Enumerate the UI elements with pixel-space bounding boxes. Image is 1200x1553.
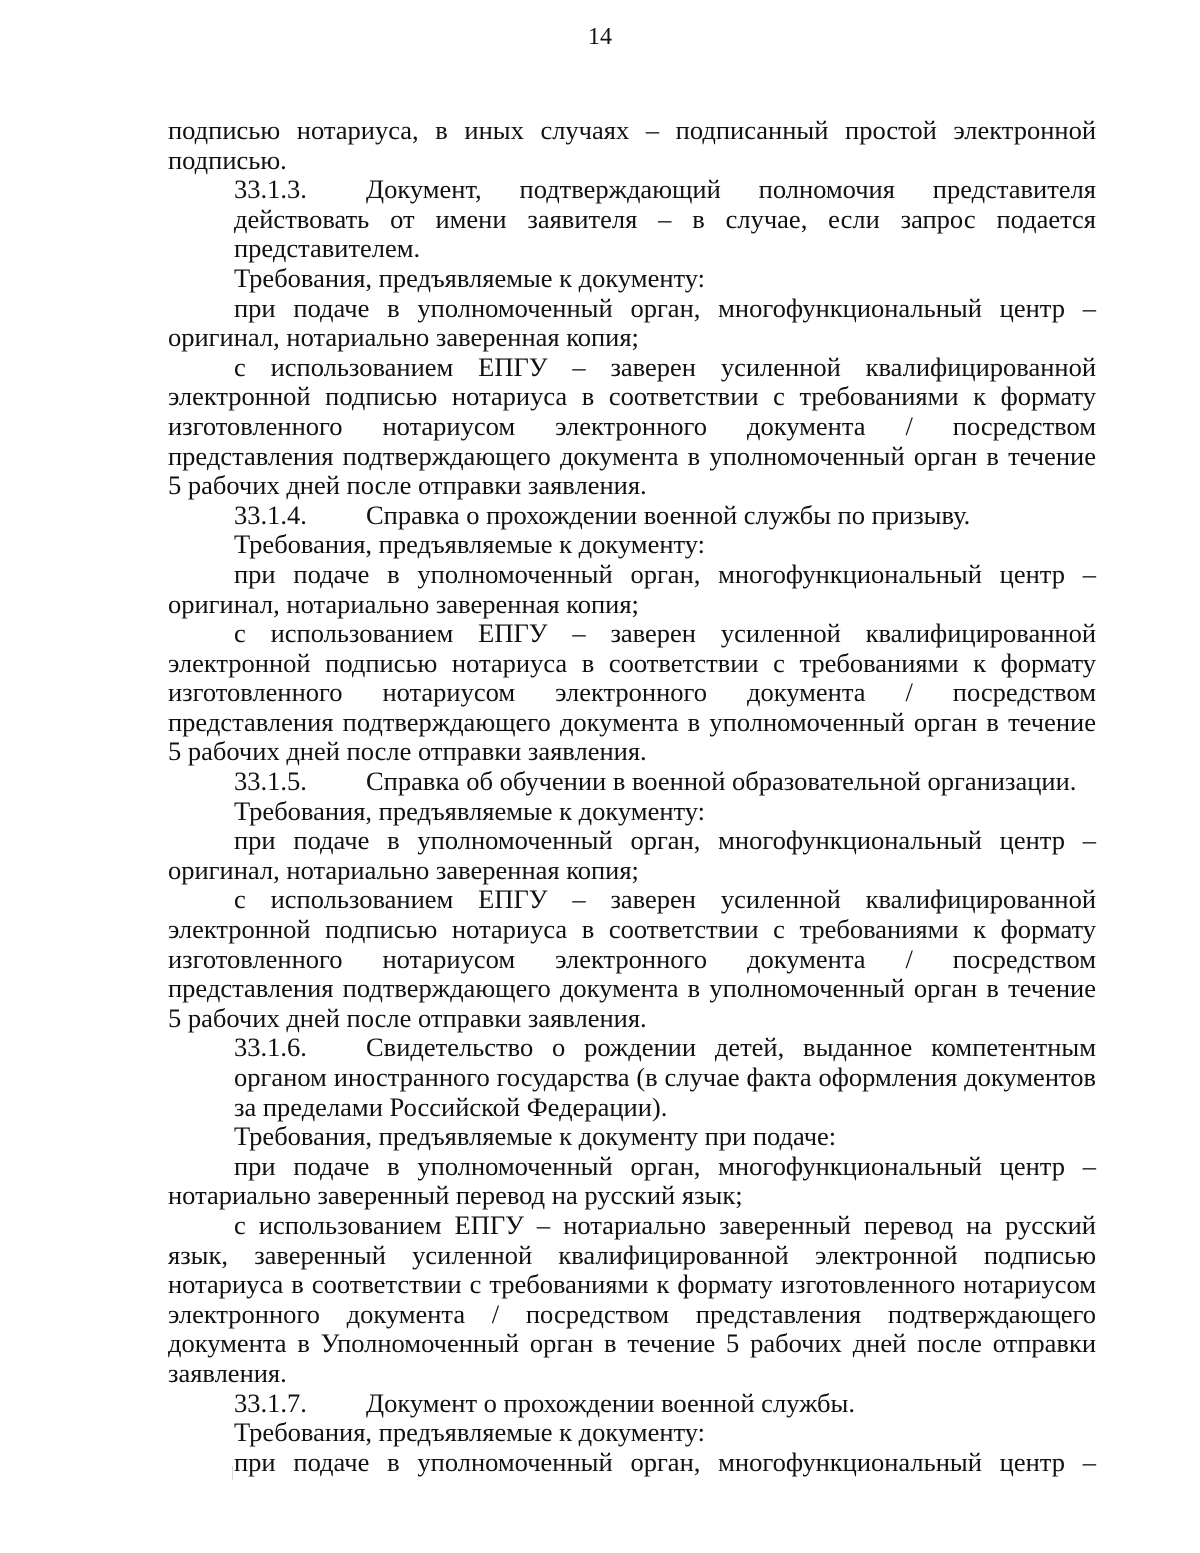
clause-33-1-5 xyxy=(168,767,1096,797)
requirement-in-person: при подаче в уполномоченный орган, многофункциональный центр – нотариально заверенный перевод на русский язык; xyxy=(168,1150,1096,1211)
document-body xyxy=(168,116,1096,1477)
requirements-heading: Требования, предъявляемые к документу: xyxy=(234,529,706,560)
clause-33-1-6 xyxy=(168,1033,1096,1122)
clause-text: Справка о прохождении военной службы по призыву. xyxy=(366,499,971,530)
clause-number: 33.1.5. xyxy=(234,766,307,797)
requirement-in-person: при подаче в уполномоченный орган, многофункциональный центр – xyxy=(234,1446,1096,1477)
clause-text: Документ, подтверждающий полномочия представителя действовать от имени заявителя – в случае, если запрос подается представителем. xyxy=(234,174,1096,264)
requirement-in-person: при подаче в уполномоченный орган, многофункциональный центр – оригинал, нотариально заверенная копия; xyxy=(168,558,1096,619)
clause-text: Справка об обучении в военной образовательной организации. xyxy=(366,766,1077,797)
requirements-heading: Требования, предъявляемые к документу при подаче: xyxy=(234,1121,837,1152)
requirement-epgu: с использованием ЕПГУ – нотариально заверенный перевод на русский язык, заверенный усиленной квалифицированной электронной подписью нотариуса в соответствии с требованиями к формату изготовленного нотариусом электронного документа / посредством представления подтверждающего документа в Уполномоченный орган в течение 5 рабочих дней после отправки заявления. xyxy=(168,1209,1096,1388)
clause-number: 33.1.3. xyxy=(234,174,307,205)
requirements-heading: Требования, предъявляемые к документу: xyxy=(234,1417,706,1448)
clause-33-1-3 xyxy=(168,175,1096,264)
requirement-in-person: при подаче в уполномоченный орган, многофункциональный центр – оригинал, нотариально заверенная копия; xyxy=(168,292,1096,353)
requirement-epgu: с использованием ЕПГУ – заверен усиленной квалифицированной электронной подписью нотариуса в соответствии с требованиями к формату изготовленного нотариусом электронного документа / посредством представления подтверждающего документа в уполномоченный орган в течение 5 рабочих дней после отправки заявления. xyxy=(168,351,1096,501)
page-number: 14 xyxy=(588,24,612,50)
clause-text: Свидетельство о рождении детей, выданное компетентным органом иностранного государства (в случае факта оформления документов за пределами Российской Федерации). xyxy=(234,1032,1096,1122)
clause-number: 33.1.7. xyxy=(234,1387,307,1418)
clause-number: 33.1.4. xyxy=(234,499,307,530)
requirement-epgu: с использованием ЕПГУ – заверен усиленной квалифицированной электронной подписью нотариуса в соответствии с требованиями к формату изготовленного нотариусом электронного документа / посредством представления подтверждающего документа в уполномоченный орган в течение 5 рабочих дней после отправки заявления. xyxy=(168,884,1096,1033)
requirements-heading: Требования, предъявляемые к документу: xyxy=(234,795,706,826)
clause-number: 33.1.6. xyxy=(234,1032,307,1063)
clause-33-1-7 xyxy=(168,1389,1096,1419)
requirement-in-person: при подаче в уполномоченный орган, многофункциональный центр – оригинал, нотариально заверенная копия; xyxy=(168,825,1096,885)
paragraph-continuation: подписью нотариуса, в иных случаях – подписанный простой электронной подписью. xyxy=(168,115,1096,175)
scan-artifact xyxy=(232,1466,233,1480)
clause-33-1-4 xyxy=(168,501,1096,531)
requirement-epgu: с использованием ЕПГУ – заверен усиленной квалифицированной электронной подписью нотариуса в соответствии с требованиями к формату изготовленного нотариусом электронного документа / посредством представления подтверждающего документа в уполномоченный орган в течение 5 рабочих дней после отправки заявления. xyxy=(168,618,1096,767)
requirements-heading: Требования, предъявляемые к документу: xyxy=(234,262,706,293)
clause-text: Документ о прохождении военной службы. xyxy=(366,1387,855,1418)
